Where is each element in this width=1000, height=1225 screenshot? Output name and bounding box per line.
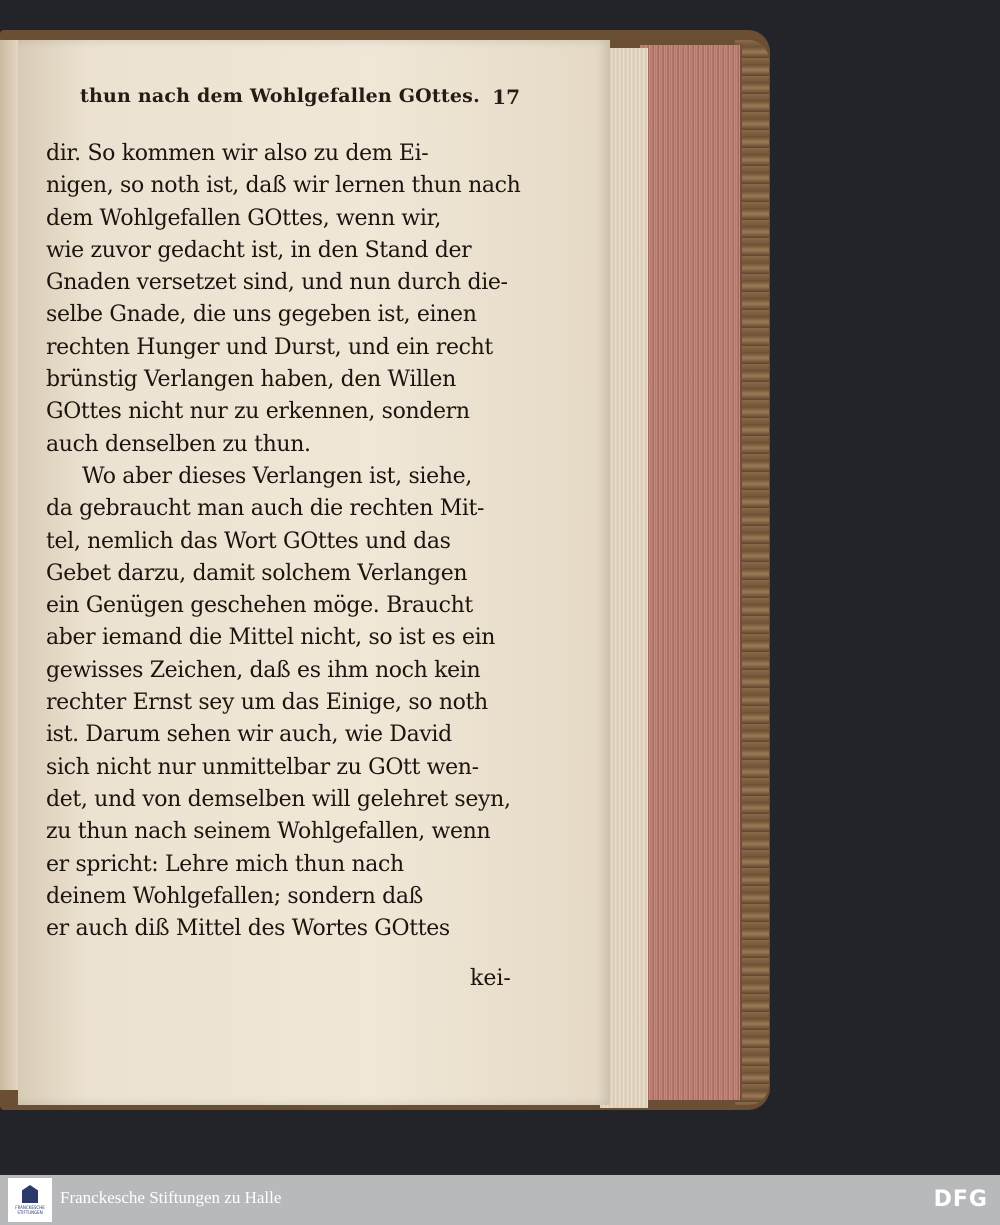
page-number: 17 bbox=[492, 85, 520, 109]
institution-label: Franckesche Stiftungen zu Halle bbox=[60, 1188, 282, 1207]
text-line: nigen, so noth ist, daß wir lernen thun nach bbox=[46, 173, 521, 199]
running-head bbox=[80, 85, 520, 115]
catchword: kei- bbox=[470, 966, 511, 991]
text-line: selbe Gnade, die uns gegeben ist, einen bbox=[46, 302, 477, 328]
building-icon bbox=[22, 1185, 38, 1203]
text-line: wie zuvor gedacht ist, in den Stand der bbox=[46, 237, 472, 263]
text-line: ist. Darum sehen wir auch, wie David bbox=[46, 722, 452, 748]
red-page-edges bbox=[640, 45, 742, 1100]
text-line: dem Wohlgefallen GOttes, wenn wir, bbox=[46, 205, 441, 231]
logo-text: FRANCKESCHE STIFTUNGEN bbox=[15, 1205, 45, 1215]
text-line: Gebet darzu, damit solchem Verlangen bbox=[46, 560, 468, 586]
text-line: Gnaden versetzet sind, und nun durch die- bbox=[46, 270, 508, 296]
dfg-logo[interactable]: DFG bbox=[933, 1187, 988, 1212]
text-line: Wo aber dieses Verlangen ist, siehe, bbox=[82, 463, 472, 489]
text-line: gewisses Zeichen, daß es ihm noch kein bbox=[46, 657, 481, 683]
text-line: deinem Wohlgefallen; sondern daß bbox=[46, 883, 423, 909]
running-title: thun nach dem Wohlgefallen GOttes. bbox=[80, 85, 480, 107]
text-line: er auch diß Mittel des Wortes GOttes bbox=[46, 916, 450, 942]
text-line: tel, nemlich das Wort GOttes und das bbox=[46, 528, 451, 554]
text-line: dir. So kommen wir also zu dem Ei- bbox=[46, 141, 429, 166]
text-line: brünstig Verlangen haben, den Willen bbox=[46, 367, 456, 393]
text-line: auch denselben zu thun. bbox=[46, 431, 311, 457]
text-line: rechten Hunger und Durst, und ein recht bbox=[46, 334, 493, 360]
text-line: aber iemand die Mittel nicht, so ist es ein bbox=[46, 625, 496, 651]
text-line: da gebraucht man auch die rechten Mit- bbox=[46, 496, 485, 522]
text-line: sich nicht nur unmittelbar zu GOtt wen- bbox=[46, 754, 479, 780]
text-line: GOttes nicht nur zu erkennen, sondern bbox=[46, 399, 470, 425]
text-line: er spricht: Lehre mich thun nach bbox=[46, 851, 404, 877]
text-line: ein Genügen geschehen möge. Braucht bbox=[46, 593, 473, 619]
body-text bbox=[46, 138, 522, 945]
text-line: zu thun nach seinem Wohlgefallen, wenn bbox=[46, 819, 491, 845]
footer-bar bbox=[0, 1175, 1000, 1225]
franckesche-logo[interactable] bbox=[8, 1178, 52, 1222]
text-line: rechter Ernst sey um das Einige, so noth bbox=[46, 690, 488, 716]
text-line: det, und von demselben will gelehret seyn, bbox=[46, 786, 511, 812]
